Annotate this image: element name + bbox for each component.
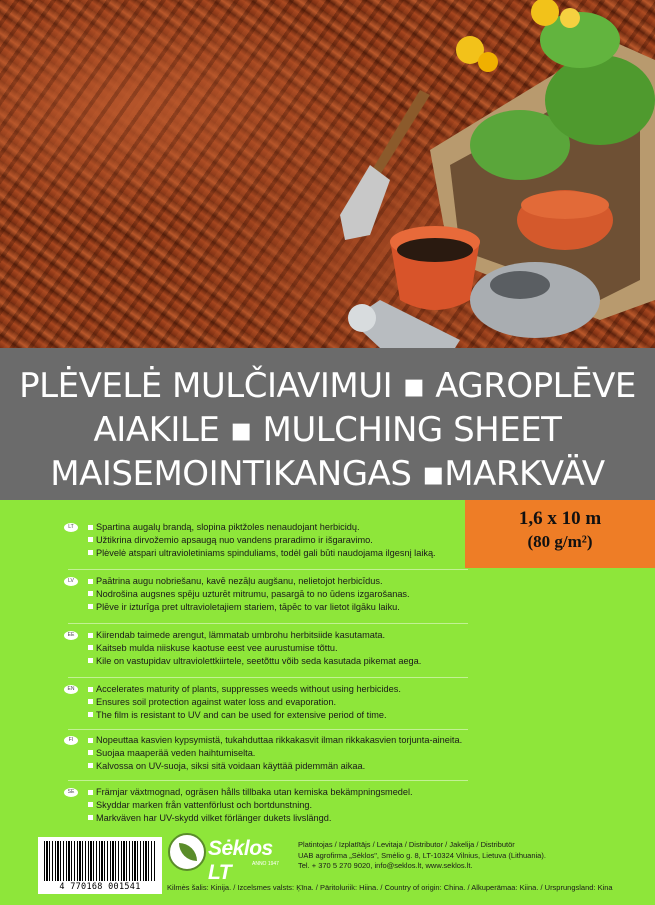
feature-line: Suojaa maaperää veden haihtumiselta. xyxy=(88,747,468,760)
logo-text: Sėklos LT xyxy=(208,837,273,884)
product-photo xyxy=(0,0,655,348)
barcode-bars xyxy=(44,841,156,881)
title-band xyxy=(0,348,655,500)
language-code-badge: EE xyxy=(64,631,78,640)
feature-line: Kiirendab taimede arengut, lämmatab umbrohu herbitsiide kasutamata. xyxy=(88,629,468,642)
bullet-icon xyxy=(88,699,93,704)
logo-subtitle: ANNO 1947 xyxy=(252,861,279,867)
section-divider xyxy=(68,677,468,678)
brand-logo xyxy=(168,831,288,884)
garden-trowel xyxy=(372,90,430,175)
bullet-icon xyxy=(88,633,93,638)
language-code-badge: LT xyxy=(64,523,78,532)
feature-line: Nodrošina augsnes spēju uzturēt mitrumu, pasargā to no ūdens izgarošanas. xyxy=(88,588,468,601)
feature-line: Paātrina augu nobriešanu, kavē nezāļu augšanu, nelietojot herbicīdus. xyxy=(88,575,468,588)
section-divider xyxy=(68,623,468,624)
feature-line: Accelerates maturity of plants, suppresses weeds without using herbicides. xyxy=(88,683,468,696)
bullet-icon xyxy=(88,604,93,609)
section-divider xyxy=(68,780,468,781)
feature-line: Kile on vastupidav ultraviolettkiirtele, seetõttu võib seda kasutada pikemat aega. xyxy=(88,655,468,668)
section-divider xyxy=(68,569,468,570)
product-title-line: PLĖVELĖ MULČIAVIMUI ▪ AGROPLĒVE xyxy=(19,366,636,406)
section-lt xyxy=(68,521,468,559)
bullet-icon xyxy=(88,712,93,717)
distributor-line: Platintojas / Izplatītājs / Levitaja / Distributor / Jakelija / Distributör xyxy=(298,840,515,849)
language-code-badge: EN xyxy=(64,685,78,694)
feature-line: Ensures soil protection against water loss and evaporation. xyxy=(88,696,468,709)
garden-scene-illustration xyxy=(0,0,655,348)
leaf-icon xyxy=(168,833,206,871)
feature-line: Kalvossa on UV-suoja, siksi sitä voidaan käyttää pidemmän aikaa. xyxy=(88,760,468,773)
size-weight: (80 g/m²) xyxy=(527,532,593,551)
bullet-icon xyxy=(88,550,93,555)
bullet-icon xyxy=(88,645,93,650)
section-divider xyxy=(68,729,468,730)
bullet-icon xyxy=(88,579,93,584)
section-fi xyxy=(68,734,468,772)
language-code-badge: SE xyxy=(64,788,78,797)
bullet-icon xyxy=(88,687,93,692)
product-title-line: AIAKILE ▪ MULCHING SHEET xyxy=(93,410,562,450)
section-ee xyxy=(68,629,468,667)
product-title-line: MAISEMOINTIKANGAS ▪MARKVÄV xyxy=(50,454,605,494)
bullet-icon xyxy=(88,537,93,542)
bullet-icon xyxy=(88,750,93,755)
barcode-number: 4 770168 001541 xyxy=(59,882,141,892)
section-en xyxy=(68,683,468,721)
distributor-line: Tel. + 370 5 270 9020, info@seklos.lt, www.seklos.lt. xyxy=(298,861,473,870)
bullet-icon xyxy=(88,738,93,743)
bullet-icon xyxy=(88,802,93,807)
feature-line: The film is resistant to UV and can be used for extensive period of time. xyxy=(88,709,468,722)
distributor-info xyxy=(298,840,628,872)
language-code-badge: FI xyxy=(64,736,78,745)
country-of-origin: Kilmės šalis: Kinija. / Izcelsmes valsts: Ķīna. / Päritoluriik: Hiina. / Country of origin: China. / Alkuperämaa: Kiina. / Ursprungsland: Kina xyxy=(167,883,613,892)
barcode xyxy=(38,837,162,894)
language-code-badge: LV xyxy=(64,577,78,586)
feature-line: Nopeuttaa kasvien kypsymistä, tukahduttaa rikkakasvit ilman rikkakasvien torjunta-aineita. xyxy=(88,734,468,747)
feature-line: Spartina augalų brandą, slopina piktžoles nenaudojant herbicidų. xyxy=(88,521,468,534)
feature-line: Plēve ir izturīga pret ultravioletajiem stariem, tāpēc to var lietot ilgāku laiku. xyxy=(88,601,468,614)
feature-line: Plėvelė atspari ultravioletiniams spinduliams, todėl gali būti naudojama ilgesnį laiką. xyxy=(88,547,468,560)
size-dimensions: 1,6 x 10 m xyxy=(518,508,602,529)
bullet-icon xyxy=(88,790,93,795)
feature-line: Markväven har UV-skydd vilket förlänger dukets livslängd. xyxy=(88,812,468,825)
feature-line: Kaitseb mulda niiskuse kaotuse eest vee aurustumise tõttu. xyxy=(88,642,468,655)
section-lv xyxy=(68,575,468,613)
feature-line: Främjar växtmognad, ogräsen hålls tillbaka utan kemiska bekämpningsmedel. xyxy=(88,786,468,799)
bullet-icon xyxy=(88,658,93,663)
distributor-line: UAB agrofirma „Sėklos", Smėlio g. 8, LT-10324 Vilnius, Lietuva (Lithuania). xyxy=(298,850,546,860)
bullet-icon xyxy=(88,591,93,596)
bullet-icon xyxy=(88,815,93,820)
feature-line: Užtikrina dirvožemio apsaugą nuo vandens praradimo ir išgaravimo. xyxy=(88,534,468,547)
size-badge xyxy=(465,500,655,568)
feature-line: Skyddar marken från vattenförlust och bortdunstning. xyxy=(88,799,468,812)
bullet-icon xyxy=(88,763,93,768)
bullet-icon xyxy=(88,525,93,530)
section-se xyxy=(68,786,468,824)
